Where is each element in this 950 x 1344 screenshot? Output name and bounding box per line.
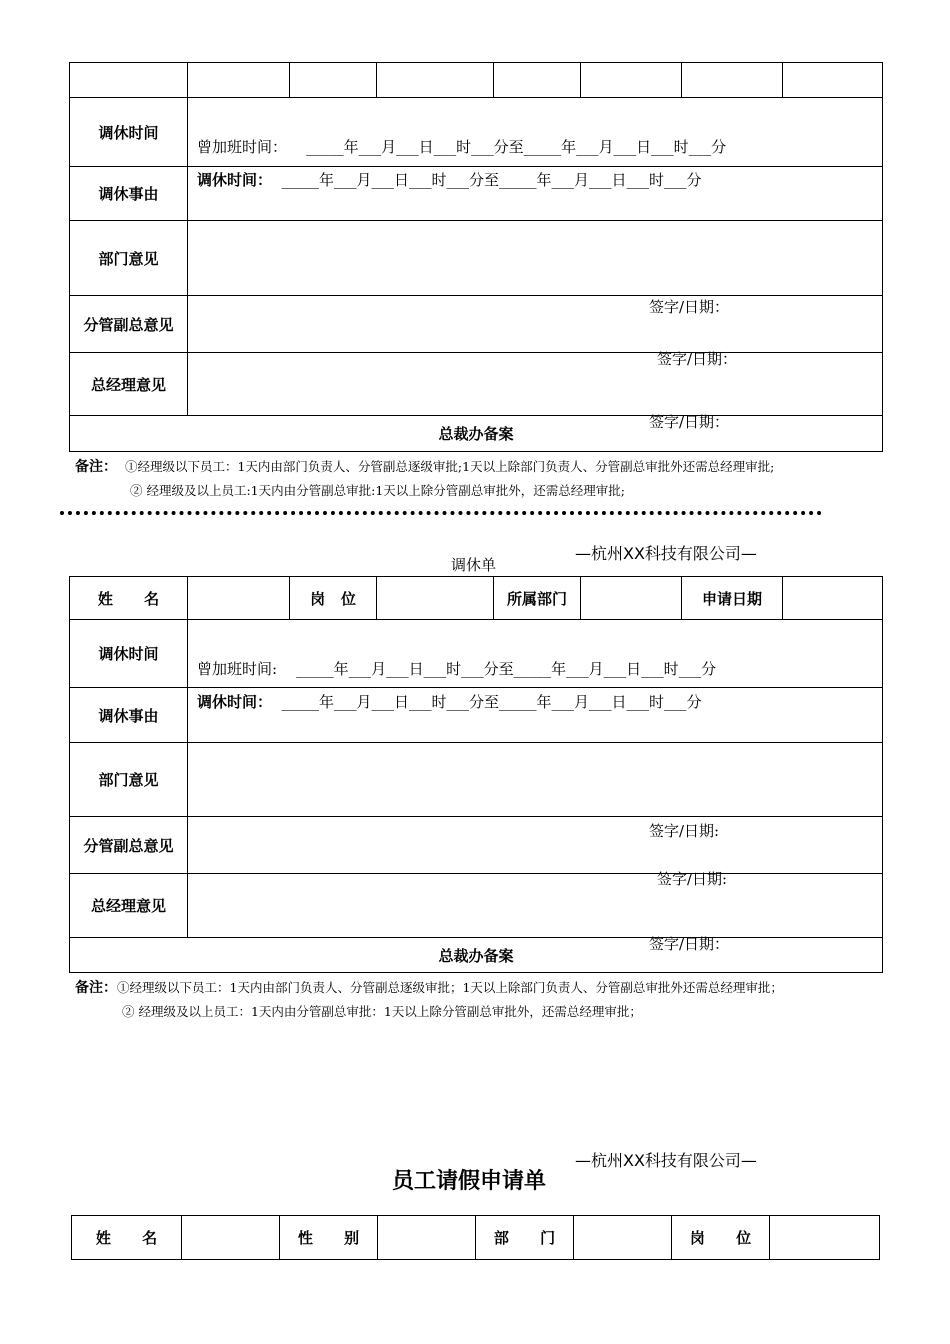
form2-vp-cell[interactable] xyxy=(188,817,883,888)
form3-header-row xyxy=(72,1216,880,1260)
form2-gm-label: 总经理意见 xyxy=(70,874,188,938)
form1-reason-label: 调休事由 xyxy=(70,167,188,221)
form2-reason-label: 调休事由 xyxy=(70,688,188,743)
form2-dept-cell[interactable] xyxy=(188,743,883,840)
cut-line-divider xyxy=(60,511,822,515)
form2-date-label: 申请日期 xyxy=(682,577,783,620)
form3-dept-input[interactable] xyxy=(574,1216,672,1260)
form1-overtime-line: 曾加班时间： _____年___月___日___时___分至_____年___月___日___时___分 xyxy=(197,138,727,156)
form2-note-text1: ①经理级以下员工：1天内由部门负责人、分管副总逐级审批；1天以上除部门负责人、分管副总审批外还需总经理审批； xyxy=(117,980,783,995)
form2-note-line2: ② 经理级及以上员工：1天内由分管副总审批：1天以上除分管副总审批外，还需总经理审批； xyxy=(122,1004,642,1019)
form2-table xyxy=(69,576,883,973)
form3-table xyxy=(71,1215,880,1260)
form3-title: 员工请假申请单 xyxy=(392,1169,547,1194)
form2-vp-label: 分管副总意见 xyxy=(70,817,188,874)
form1-vp-cell[interactable] xyxy=(188,296,883,368)
form3-gender-input[interactable] xyxy=(378,1216,476,1260)
form1-header-cell[interactable] xyxy=(377,63,494,98)
form2-vp-signature: 签字/日期: xyxy=(657,870,728,888)
form2-rest-prefix: 调休时间： xyxy=(197,692,273,711)
form2-dept-label: 部门意见 xyxy=(70,743,188,817)
form3-name-label: 姓 名 xyxy=(72,1216,182,1260)
form1-rest-line xyxy=(197,169,702,190)
form1-header-row xyxy=(70,63,883,98)
form2-time-cell[interactable] xyxy=(188,620,883,711)
form2-company-name: —杭州XX科技有限公司— xyxy=(575,544,757,563)
form1-header-cell[interactable] xyxy=(188,63,290,98)
form1-note-text1: ①经理级以下员工：1天内由部门负责人、分管副总逐级审批;1天以上除部门负责人、分管副总审批外还需总经理审批; xyxy=(117,459,775,474)
form1-header-cell[interactable] xyxy=(682,63,783,98)
form1-header-cell[interactable] xyxy=(70,63,188,98)
form1-dept-cell[interactable] xyxy=(188,221,883,316)
form1-note-prefix: 备注： xyxy=(75,459,117,475)
form2-dept-input[interactable] xyxy=(581,577,682,620)
form1-header-cell[interactable] xyxy=(783,63,883,98)
form1-vp-label: 分管副总意见 xyxy=(70,296,188,353)
form2-time-label: 调休时间 xyxy=(70,620,188,688)
form1-gm-label: 总经理意见 xyxy=(70,353,188,416)
form2-note-line1 xyxy=(75,977,783,997)
form1-time-label: 调休时间 xyxy=(70,98,188,167)
form1-gm-signature: 签字/日期： xyxy=(649,413,730,431)
form1-dept-label: 部门意见 xyxy=(70,221,188,296)
form3-gender-label: 性 别 xyxy=(280,1216,378,1260)
form1-rest-prefix: 调休时间： xyxy=(197,171,273,189)
form1-note-line2: ② 经理级及以上员工:1天内由分管副总审批:1天以上除分管副总审批外，还需总经理审批; xyxy=(130,483,626,498)
form2-overtime-line: 曾加班时间: _____年___月___日___时___分至_____年___月___日___时___分 xyxy=(197,659,717,678)
form2-name-label: 姓 名 xyxy=(70,577,188,620)
form3-company-name: —杭州XX科技有限公司— xyxy=(575,1151,757,1170)
form1-archive-label: 总裁办备案 xyxy=(70,416,883,452)
form1-table xyxy=(69,62,883,452)
form2-name-input[interactable] xyxy=(188,577,290,620)
form2-archive-label: 总裁办备案 xyxy=(70,938,883,973)
form2-gm-signature: 签字/日期： xyxy=(649,934,730,953)
form1-rest-blanks: _____年___月___日___时___分至_____年___月___日___时___分 xyxy=(272,171,702,189)
form2-subtitle: 调休单 xyxy=(451,556,497,574)
form2-post-input[interactable] xyxy=(377,577,494,620)
form1-header-cell[interactable] xyxy=(290,63,377,98)
form3-name-input[interactable] xyxy=(182,1216,280,1260)
form2-dept-header-label: 所属部门 xyxy=(494,577,581,620)
form1-header-cell[interactable] xyxy=(581,63,682,98)
form3-post-label: 岗 位 xyxy=(672,1216,770,1260)
form3-post-input[interactable] xyxy=(770,1216,880,1260)
form2-rest-blanks: _____年___月___日___时___分至_____年___月___日___时___分 xyxy=(272,692,702,711)
form2-dept-signature: 签字/日期: xyxy=(649,821,720,840)
form2-rest-line xyxy=(197,691,702,712)
form2-post-label: 岗 位 xyxy=(290,577,377,620)
form2-note-prefix: 备注： xyxy=(75,980,117,996)
form1-time-cell[interactable] xyxy=(188,98,883,189)
form2-gm-cell[interactable] xyxy=(188,874,883,953)
form1-header-cell[interactable] xyxy=(494,63,581,98)
form2-date-input[interactable] xyxy=(783,577,883,620)
form1-note-line1 xyxy=(75,456,774,476)
form3-dept-label: 部 门 xyxy=(476,1216,574,1260)
form1-gm-cell[interactable] xyxy=(188,353,883,431)
form2-header-row xyxy=(70,577,883,620)
form1-dept-signature: 签字/日期： xyxy=(649,298,730,316)
form1-vp-signature: 签字/日期： xyxy=(657,350,738,368)
